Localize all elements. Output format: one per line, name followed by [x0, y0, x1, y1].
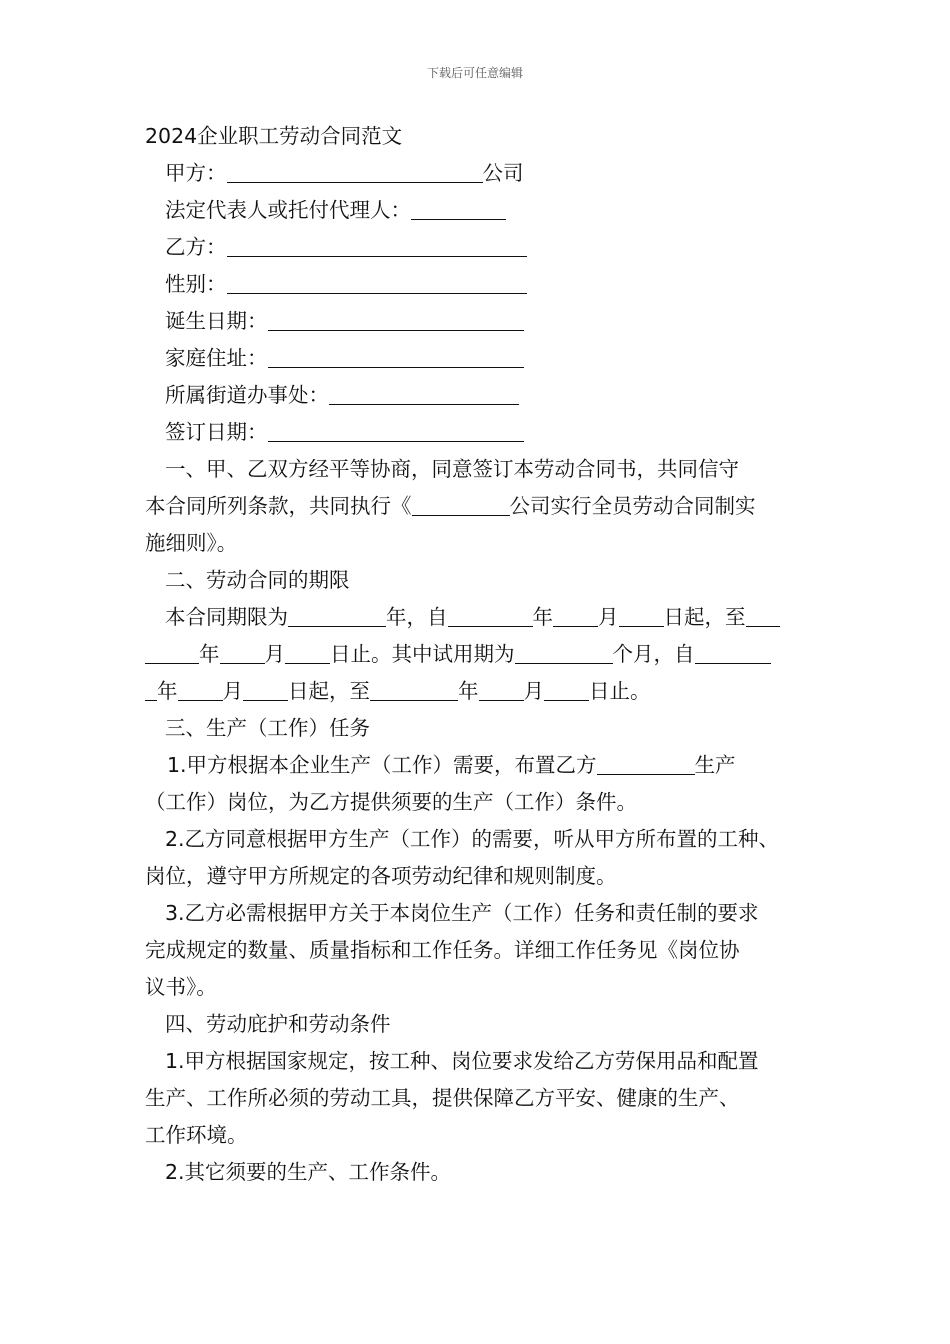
company-blank[interactable]	[412, 493, 510, 516]
document-body	[145, 118, 815, 1191]
text-span: 日止。	[330, 642, 392, 666]
text-span: 月	[222, 679, 243, 703]
section-4-heading: 四、劳动庇护和劳动条件	[165, 1012, 391, 1036]
text-span: 日起，至	[288, 679, 370, 703]
party-b-blank[interactable]	[227, 234, 527, 257]
field-label: 签订日期：	[165, 420, 268, 444]
representative-blank[interactable]	[411, 197, 506, 220]
section-3-item-1-line-2: （工作）岗位，为乙方提供须要的生产（工作）条件。	[145, 790, 637, 814]
section-3-item-2-line-2: 岗位，遵守甲方所规定的各项劳动纪律和规则制度。	[145, 864, 617, 888]
trial-start-month-blank[interactable]	[178, 678, 223, 701]
section-3-item-3-line-3: 议书》。	[145, 975, 217, 999]
section-3-item-1-line-1	[145, 747, 815, 784]
party-a-blank[interactable]	[227, 160, 483, 183]
field-representative	[145, 192, 815, 229]
section-2-line-2	[145, 636, 815, 673]
text-span: 个月，自	[612, 642, 695, 666]
section-3-item-3-line-1: 3.乙方必需根据甲方关于本岗位生产（工作）任务和责任制的要求	[165, 901, 759, 925]
text-span: 月	[523, 679, 544, 703]
field-label: 家庭住址：	[165, 346, 268, 370]
section-4-item-1-line-2: 生产、工作所必须的劳动工具，提供保障乙方平安、健康的生产、	[145, 1086, 740, 1110]
start-year-blank[interactable]	[448, 604, 533, 627]
post-blank[interactable]	[597, 752, 695, 775]
field-gender	[145, 266, 815, 303]
trial-end-month-blank[interactable]	[479, 678, 524, 701]
text-span: 公司实行全员劳动合同制实	[509, 494, 756, 518]
field-suffix: 公司	[482, 161, 524, 185]
text-span: 年	[458, 679, 479, 703]
end-year-blank-part-1[interactable]	[746, 604, 780, 627]
section-2-line-3	[145, 673, 815, 710]
text-span: 其中试用期为	[391, 642, 515, 666]
trial-end-day-blank[interactable]	[544, 678, 589, 701]
field-address	[145, 340, 815, 377]
end-year-blank-part-2[interactable]	[145, 641, 199, 664]
sign-date-blank[interactable]	[268, 419, 524, 442]
address-blank[interactable]	[268, 345, 524, 368]
section-1-line-2	[145, 488, 815, 525]
trial-start-year-blank-part-1[interactable]	[695, 641, 771, 664]
section-3-item-3-line-2: 完成规定的数量、质量指标和工作任务。详细工作任务见《岗位协	[145, 938, 740, 962]
term-blank[interactable]	[288, 604, 386, 627]
gender-blank[interactable]	[227, 271, 527, 294]
trial-end-year-blank[interactable]	[370, 678, 458, 701]
document-title: 2024企业职工劳动合同范文	[145, 124, 403, 148]
text-span: 日止。	[589, 679, 651, 703]
street-office-blank[interactable]	[329, 382, 519, 405]
section-1-line-3: 施细则》。	[145, 531, 238, 555]
text-span: 月	[598, 605, 619, 629]
field-party-a	[145, 155, 815, 192]
field-birth-date	[145, 303, 815, 340]
field-sign-date	[145, 414, 815, 451]
section-4-item-1-line-1: 1.甲方根据国家规定，按工种、岗位要求发给乙方劳保用品和配置	[165, 1049, 759, 1073]
end-day-blank[interactable]	[285, 641, 330, 664]
section-3-item-2-line-1: 2.乙方同意根据甲方生产（工作）的需要，听从甲方所布置的工种、	[165, 827, 780, 851]
section-1-line-1: 一、甲、乙双方经平等协商，同意签订本劳动合同书，共同信守	[165, 457, 739, 481]
field-label: 性别：	[165, 272, 227, 296]
text-span: 月	[264, 642, 285, 666]
text-span: 年	[532, 605, 553, 629]
start-day-blank[interactable]	[619, 604, 664, 627]
text-span: 年	[386, 605, 407, 629]
text-span: 本合同所列条款，共同执行《	[145, 494, 412, 518]
text-span: 1.甲方根据本企业生产（工作）需要，布置乙方	[167, 753, 597, 777]
text-span: 生产	[694, 753, 736, 777]
page-header: 下载后可任意编辑	[426, 66, 523, 80]
field-street-office	[145, 377, 815, 414]
start-month-blank[interactable]	[553, 604, 598, 627]
text-span: 年	[199, 642, 220, 666]
trial-start-day-blank[interactable]	[243, 678, 288, 701]
section-2-line-1	[145, 599, 815, 636]
section-4-item-2: 2.其它须要的生产、工作条件。	[165, 1160, 452, 1184]
trial-period-blank[interactable]	[515, 641, 613, 664]
trial-start-year-blank-part-2[interactable]	[145, 678, 157, 701]
field-label: 法定代表人或托付代理人：	[165, 198, 411, 222]
field-label: 诞生日期：	[165, 309, 268, 333]
section-4-item-1-line-3: 工作环境。	[145, 1123, 248, 1147]
field-label: 乙方：	[165, 235, 227, 259]
section-3-heading: 三、生产（工作）任务	[165, 716, 370, 740]
text-span: 日起，至	[663, 605, 746, 629]
text-span: ，自	[406, 605, 448, 629]
text-span: 年	[157, 679, 178, 703]
field-label: 所属街道办事处：	[165, 383, 329, 407]
text-span: 本合同期限为	[165, 605, 288, 629]
field-label: 甲方：	[165, 161, 227, 185]
birth-date-blank[interactable]	[268, 308, 524, 331]
field-party-b	[145, 229, 815, 266]
end-month-blank[interactable]	[220, 641, 265, 664]
section-2-heading: 二、劳动合同的期限	[165, 568, 350, 592]
